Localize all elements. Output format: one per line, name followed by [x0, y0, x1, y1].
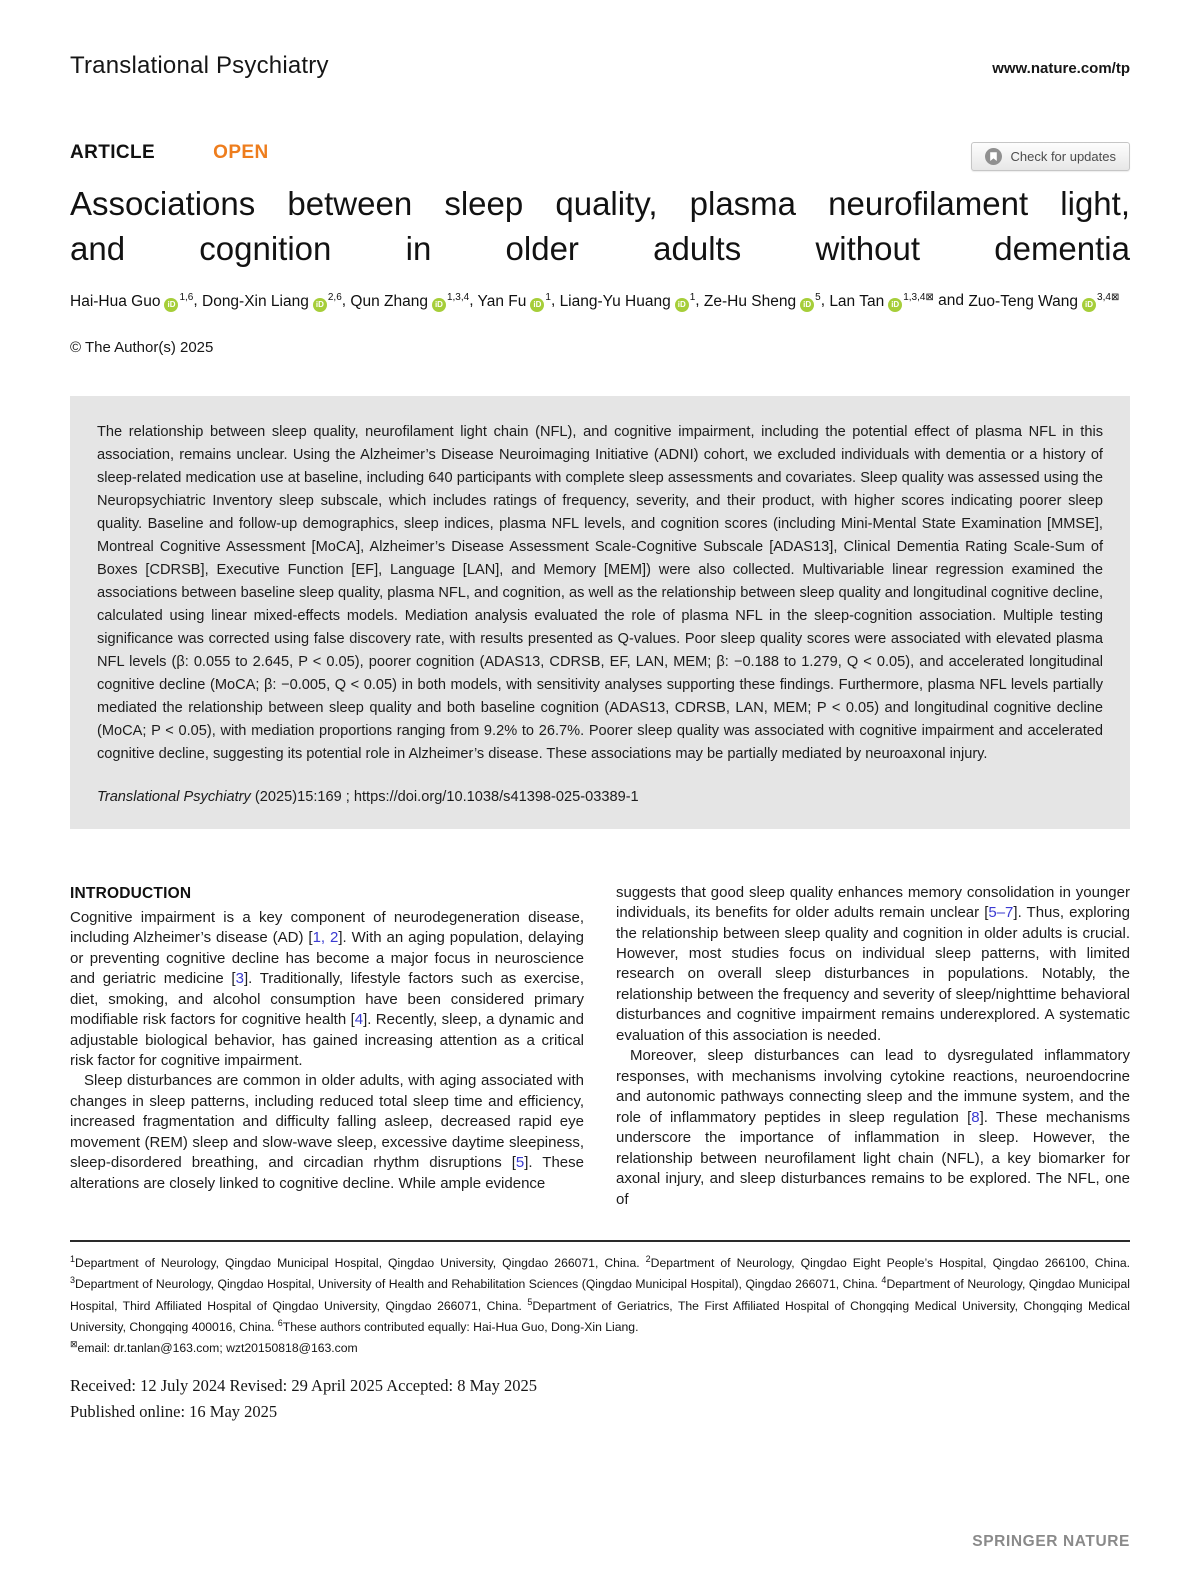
orcid-icon[interactable]: iD	[675, 298, 689, 312]
intro-paragraph: Cognitive impairment is a key component of neurodegeneration disease, including Alzheimer’s disease (AD) [1, 2]. With an aging population, delaying or preventing cognitive decline has become a major focus in neuroscience and geriatric medicine [3]. Traditionally, lifestyle factors such as exercise, diet, smoking, and alcohol consumption have been considered primary modifiable risk factors for cognitive health [4]. Recently, sleep, a dynamic and adjustable biological behavior, has gained increasing attention as a critical risk factor for cognitive impairment.	[70, 908, 585, 1070]
orcid-icon[interactable]: iD	[432, 298, 446, 312]
crossmark-icon	[985, 148, 1002, 165]
intro-paragraph: suggests that good sleep quality enhances memory consolidation in younger individuals, its benefits for older adults remain unclear [5–7]. Thus, exploring the relationship between sleep quality and cognition in older adults is crucial. However, most studies focus on individual sleep patterns, with limited research on overall sleep disturbances in populations. Notably, the relationship between the frequency and severity of sleep/nighttime behavioral disturbances and cognitive impairment remains underexplored. A systematic evaluation of this association is needed.	[616, 883, 1130, 1044]
email-line	[70, 1339, 1130, 1355]
publisher-logo: SPRINGER NATURE	[972, 1533, 1130, 1550]
journal-url-link[interactable]: www.nature.com/tp	[992, 60, 1130, 77]
article-type-label: ARTICLE	[70, 142, 156, 163]
author: Hai-Hua Guo iD$^{1,6}$	[70, 291, 194, 310]
intro-left-column	[70, 883, 584, 1211]
author: Lan Tan $iD^{1,3,4⊠}$	[829, 291, 934, 310]
open-access-label: OPEN	[213, 142, 269, 163]
reference-link[interactable]: 4	[354, 1011, 364, 1029]
orcid-icon[interactable]: iD	[164, 298, 178, 312]
reference-link[interactable]: 8	[971, 1108, 980, 1126]
citation-line	[97, 789, 1103, 805]
author-list: Hai-Hua Guo iD$^{1,6}$, Dong-Xin Liang iD$^{2,6}$, Qun Zhang iD$^{1,3,4}$, Yan Fu $iD^1$, Liang-Yu Huang $iD^1$, Ze-Hu Sheng $iD^5$, Lan Tan $iD^{1,3,4⊠}$ and Zuo-Teng Wang $iD^{3,4⊠}$	[70, 291, 1120, 310]
check-for-updates-label: Check for updates	[1010, 149, 1116, 164]
check-for-updates-button[interactable]	[971, 142, 1130, 171]
title-line-1: Associations between sleep quality, plasma neurofilament light,	[70, 185, 1130, 222]
article-dates	[70, 1373, 1130, 1424]
citation-journal: Translational Psychiatry	[97, 788, 251, 805]
introduction-section	[70, 883, 1130, 1211]
email-icon: ⊠	[1110, 291, 1120, 303]
orcid-icon[interactable]: iD	[800, 298, 814, 312]
email-text[interactable]: email: dr.tanlan@163.com; wzt20150818@163.com	[77, 1341, 358, 1356]
masthead	[70, 52, 1130, 80]
author: Ze-Hu Sheng $iD^5$	[703, 291, 821, 310]
author: Liang-Yu Huang $iD^1$	[559, 291, 696, 310]
author: Yan Fu $iD^1$	[477, 291, 551, 310]
article-type-row	[70, 142, 1130, 171]
reference-link[interactable]: 3	[235, 970, 244, 988]
author: Zuo-Teng Wang $iD^{3,4⊠}$	[968, 291, 1120, 310]
intro-paragraph: Sleep disturbances are common in older adults, with aging associated with changes in sleep patterns, including reduced total sleep time and efficiency, increased fragmentation and difficulty falling asleep, decreased rapid eye movement (REM) sleep and slow-wave sleep, excessive daytime sleepiness, sleep-disordered breathing, and circadian rhythm disruptions [5]. These alterations are closely linked to cognitive decline. While ample evidence	[70, 1072, 584, 1192]
email-icon: ⊠	[70, 1339, 78, 1350]
title-line-2: and cognition in older adults without dementia	[70, 230, 1130, 268]
reference-link[interactable]: 5–7	[988, 904, 1014, 922]
copyright-notice: © The Author(s) 2025	[70, 338, 214, 356]
article-title	[70, 181, 1130, 271]
intro-paragraph: Moreover, sleep disturbances can lead to dysregulated inflammatory responses, with mechanisms involving cytokine reactions, neuroendocrine and autonomic pathways connecting sleep and the immune system, and the role of inflammatory peptides in sleep regulation [8]. These mechanisms underscore the importance of inflammation in sleep. However, the relationship between neurofilament light chain (NFL), a key biomarker for axonal injury, and sleep disturbances remains to be explored. The NFL, one of	[616, 1047, 1131, 1208]
intro-right-column	[616, 883, 1130, 1211]
footnote-divider	[70, 1240, 1130, 1242]
abstract-box	[70, 396, 1130, 829]
orcid-icon[interactable]: iD	[888, 298, 902, 312]
orcid-icon[interactable]: iD	[530, 298, 544, 312]
affiliations: $^1$Department of Neurology, Qingdao Municipal Hospital, Qingdao University, Qingdao 266071, China. $^2$Department of Neurology, Qingdao Eight People’s Hospital, Qingdao 266100, China. $^3$Department of Neurology, Qingdao Hospital, University of Health and Rehabilitation Sciences (Qingdao Municipal Hospital), Qingdao 266071, China. $^4$Department of Neurology, Qingdao Municipal Hospital, Third Affiliated Hospital of Qingdao University, Qingdao 266071, China. $^5$Department of Geriatrics, The First Affiliated Hospital of Chongqing Medical University, Chongqing Medical University, Chongqing 400016, China. $^6$These authors contributed equally: Hai-Hua Guo, Dong-Xin Liang.	[70, 1254, 1131, 1335]
orcid-icon[interactable]: iD	[313, 298, 327, 312]
published-line: Published online: 16 May 2025	[70, 1402, 278, 1422]
author: Qun Zhang iD$^{1,3,4}$	[350, 291, 470, 310]
received-line: Received: 12 July 2024 Revised: 29 April 2025 Accepted: 8 May 2025	[70, 1376, 537, 1396]
citation-doi-link[interactable]: (2025)15:169 ; https://doi.org/10.1038/s41398-025-03389-1	[250, 788, 639, 805]
abstract-text: The relationship between sleep quality, neurofilament light chain (NFL), and cognitive impairment, including the potential effect of plasma NFL in this association, remains unclear. Using the Alzheimer’s Disease Neuroimaging Initiative (ADNI) cohort, we excluded individuals with dementia or a history of sleep-related medication use at baseline, including 640 participants with complete sleep assessments and covariates. Sleep quality was assessed using the Neuropsychiatric Inventory sleep subscale, which includes ratings of frequency, severity, and their product, with higher scores indicating poorer sleep quality. Baseline and follow-up demographics, sleep indices, plasma NFL levels, and cognition scores (including Mini-Mental State Examination [MMSE], Montreal Cognitive Assessment [MoCA], Alzheimer’s Disease Assessment Scale-Cognitive Subscale [ADAS13], Clinical Dementia Rating Scale-Sum of Boxes [CDRSB], Executive Function [EF], Language [LAN], and Memory [MEM]) were also collected. Multivariable linear regression examined the associations between baseline sleep quality, plasma NFL, and cognition, as well as the relationship between sleep quality and longitudinal cognitive decline, calculated using linear mixed-effects models. Mediation analysis evaluated the role of plasma NFL in the sleep-cognition association. Multiple testing significance was corrected using false discovery rate, with results presented as Q-values. Poor sleep quality scores were associated with elevated plasma NFL levels (β: 0.055 to 2.645, P < 0.05), poorer cognition (ADAS13, CDRSB, EF, LAN, MEM; β: −0.188 to 1.279, Q < 0.05), and accelerated longitudinal cognitive decline (MoCA; β: −0.005, Q < 0.05) in both models, with sensitivity analyses supporting these findings. Furthermore, plasma NFL levels partially mediated the relationship between sleep quality and both baseline cognition (ADAS13, CDRSB, LAN, MEM; P < 0.05) and longitudinal cognitive decline (MoCA; P < 0.05), with mediation proportions ranging from 9.2% to 26.7%. Poorer sleep quality was associated with cognitive impairment and accelerated cognitive decline, suggesting its potential role in Alzheimer’s disease. These associations may be partially mediated by neuroaxonal injury.	[97, 423, 1103, 762]
introduction-heading: INTRODUCTION	[70, 884, 192, 902]
reference-link[interactable]: 1, 2	[312, 929, 339, 947]
author: Dong-Xin Liang iD$^{2,6}$	[202, 291, 342, 310]
journal-title: Translational Psychiatry	[70, 52, 329, 79]
email-icon: ⊠	[925, 291, 934, 303]
orcid-icon[interactable]: iD	[1082, 298, 1096, 312]
reference-link[interactable]: 5	[515, 1154, 525, 1172]
